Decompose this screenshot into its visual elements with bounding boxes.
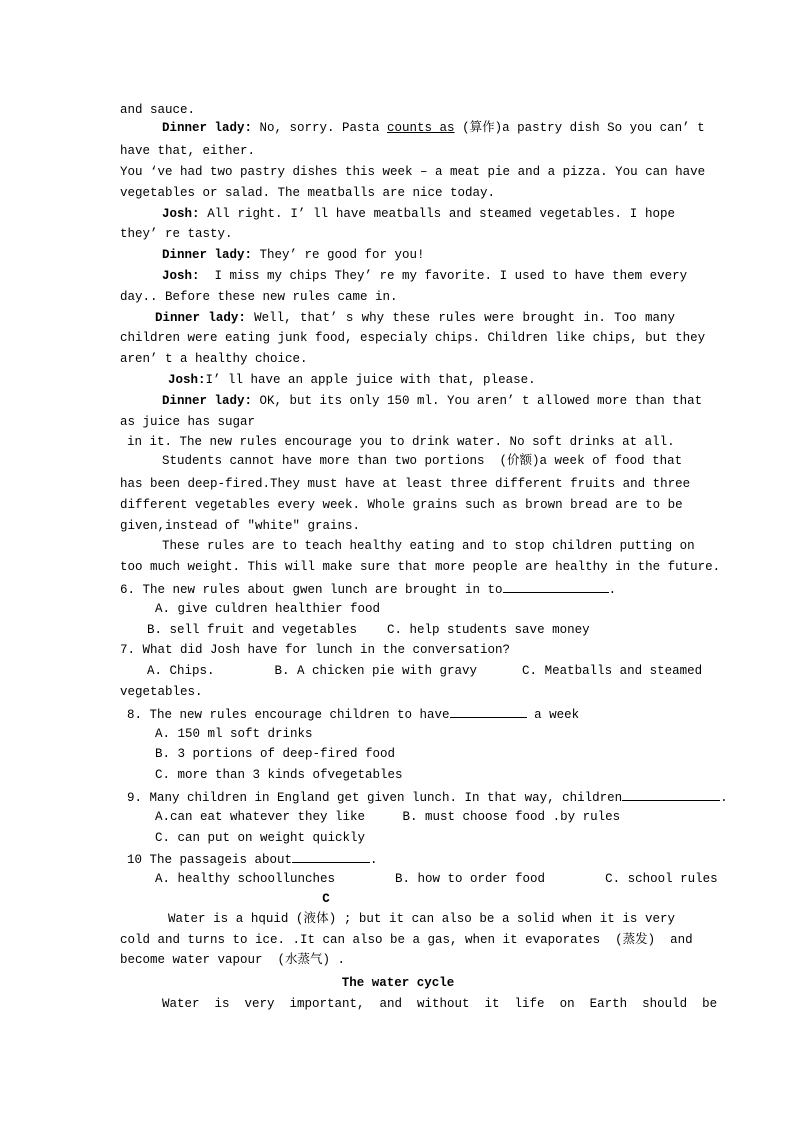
text-line: Water is a hquid (液体) ; but it can also be a solid when it is very (168, 912, 675, 926)
text-line: day.. Before these new rules came in. (120, 290, 398, 304)
text-line: Students cannot have more than two portions (价额)a week of food that (162, 454, 683, 468)
speaker-label: Dinner lady: (162, 121, 253, 135)
text-line: cold and turns to ice. .It can also be a gas, when it evaporates (蒸发) and (120, 933, 693, 947)
text-line: they’ re tasty. (120, 227, 233, 241)
speaker-label: Dinner lady: (162, 248, 253, 262)
text-line: has been deep-fired.They must have at least three different fruits and three (120, 477, 691, 491)
text-line: Water is very important, and without it life on Earth should be (162, 997, 718, 1011)
dialogue-line: Josh: I miss my chips They’ re my favorite. I used to have them every (162, 269, 688, 283)
text-line: in it. The new rules encourage you to drink water. No soft drinks at all. (127, 435, 675, 449)
question-7: 7. What did Josh have for lunch in the conversation? (120, 643, 511, 657)
option-line: A.can eat whatever they like B. must choose food .by rules (155, 810, 621, 824)
speaker-label: Dinner lady: (155, 311, 246, 325)
dialogue-line: Dinner lady: Well, that’ s why these rules were brought in. Too many (155, 311, 675, 325)
option-line: A. healthy schoollunches B. how to order food C. school rules (155, 872, 718, 886)
underlined-phrase: counts as (387, 121, 455, 135)
text-line: given,instead of ″white″ grains. (120, 519, 361, 533)
question-8: 8. The new rules encourage children to have a week (127, 705, 579, 723)
option-line: A. give culdren healthier food (155, 602, 381, 616)
text-line: and sauce. (120, 103, 196, 117)
option-line: C. can put on weight quickly (155, 831, 366, 845)
speaker-label: Josh: (168, 373, 206, 387)
question-10: 10 The passageis about . (127, 850, 378, 868)
dialogue-line: Dinner lady: They’ re good for you! (162, 248, 425, 262)
dialogue-line: Dinner lady: No, sorry. Pasta counts as (算作)a pastry dish So you can’ t (162, 121, 705, 135)
option-line: B. 3 portions of deep-fired food (155, 747, 396, 761)
answer-blank (503, 580, 609, 593)
text-line: These rules are to teach healthy eating and to stop children putting on (162, 539, 695, 553)
question-9: 9. Many children in England get given lunch. In that way, children . (127, 788, 728, 806)
speaker-label: Josh: (162, 269, 200, 283)
option-line: B. sell fruit and vegetables C. help students save money (147, 623, 590, 637)
text-line: too much weight. This will make sure that more people are healthy in the future. (120, 560, 721, 574)
text-line: children were eating junk food, especialy chips. Children like chips, but they (120, 331, 706, 345)
speaker-label: Josh: (162, 207, 200, 221)
text-line: as juice has sugar (120, 415, 256, 429)
question-6: 6. The new rules about gwen lunch are brought in to . (120, 580, 616, 598)
section-heading: The water cycle (341, 976, 455, 990)
text-line: become water vapour (水蒸气) . (120, 953, 346, 967)
text-line: different vegetables every week. Whole grains such as brown bread are to be (120, 498, 683, 512)
text-line: have that, either. (120, 144, 256, 158)
dialogue-line: Josh:I’ ll have an apple juice with that, please. (168, 373, 536, 387)
text-line: You ‘ve had two pastry dishes this week – a meat pie and a pizza. You can have (120, 165, 706, 179)
option-line: A. Chips. B. A chicken pie with gravy C. Meatballs and steamed (147, 664, 703, 678)
dialogue-line: Dinner lady: OK, but its only 150 ml. You aren’ t allowed more than that (162, 394, 703, 408)
dialogue-line: Josh: All right. I’ ll have meatballs and steamed vegetables. I hope (162, 207, 675, 221)
option-line: A. 150 ml soft drinks (155, 727, 313, 741)
option-line: vegetables. (120, 685, 203, 699)
speaker-label: Dinner lady: (162, 394, 253, 408)
section-label: C (322, 892, 330, 906)
answer-blank (622, 788, 720, 801)
answer-blank (292, 850, 370, 863)
option-line: C. more than 3 kinds ofvegetables (155, 768, 403, 782)
text-line: aren’ t a healthy choice. (120, 352, 308, 366)
answer-blank (450, 705, 527, 718)
text-line: vegetables or salad. The meatballs are nice today. (120, 186, 496, 200)
